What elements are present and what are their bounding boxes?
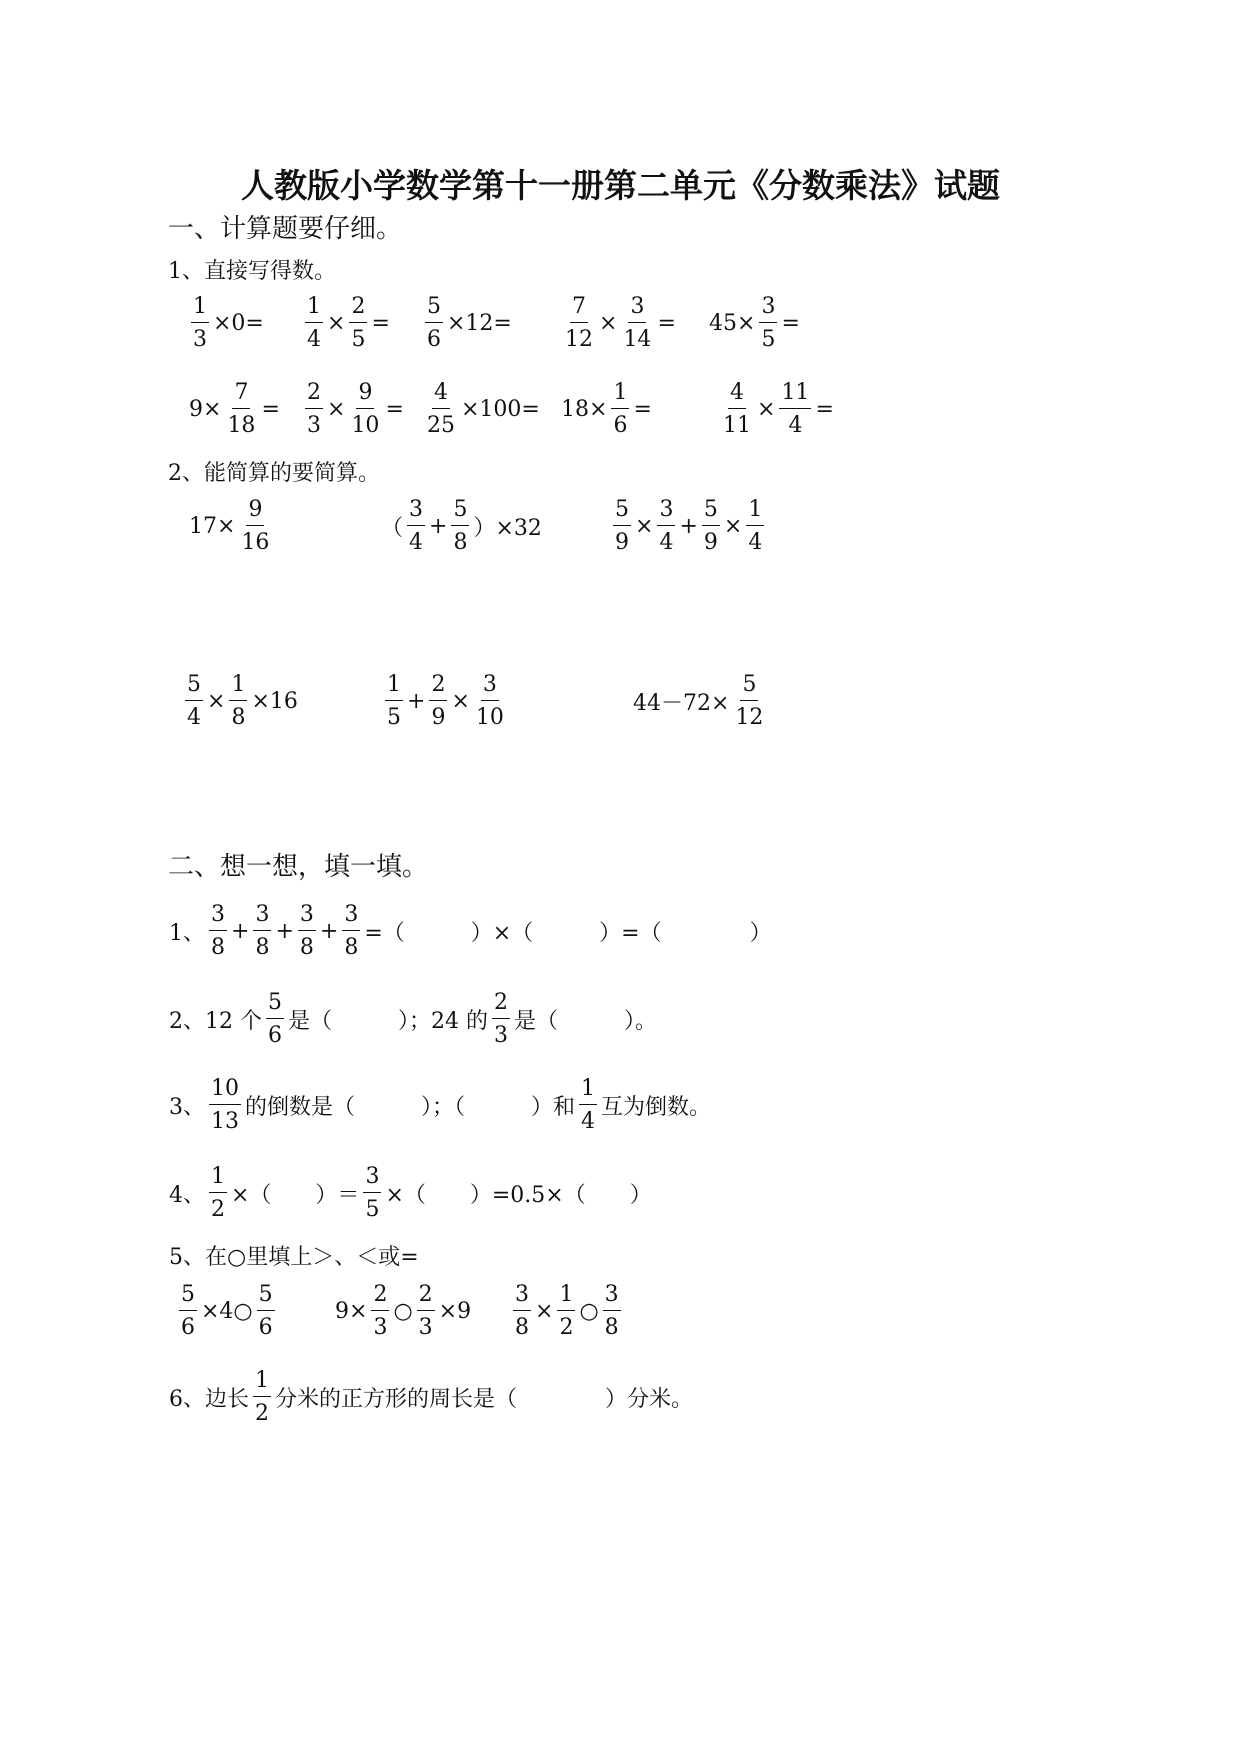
fraction-denominator: 13: [211, 1109, 239, 1134]
fraction: [579, 1078, 597, 1133]
fraction: [613, 499, 631, 554]
fraction: [721, 382, 753, 437]
fraction-denominator: 3: [307, 413, 321, 438]
fraction-numerator: 2: [371, 1284, 389, 1311]
expr-text: ×: [207, 689, 226, 714]
expr-text: +: [275, 919, 294, 944]
expr-text: ×: [599, 311, 618, 336]
expr-text: ）×32: [473, 516, 542, 541]
fill-item-3: [168, 1078, 712, 1133]
fill-item-5: [168, 1240, 420, 1271]
fraction-numerator: 11: [779, 382, 811, 409]
expr-text: =: [657, 311, 676, 336]
expr-text: =: [261, 397, 280, 422]
fraction-denominator: 4: [788, 413, 803, 438]
expr-text: 17×: [189, 514, 236, 539]
fraction: [492, 992, 510, 1047]
fraction: [266, 992, 284, 1047]
expr-text: 6、边长: [169, 1387, 249, 1412]
expr-text: =: [633, 397, 652, 422]
fraction: [513, 1284, 531, 1339]
fraction-denominator: 9: [703, 530, 718, 555]
fraction-denominator: 10: [475, 705, 504, 730]
fraction-denominator: 10: [351, 413, 380, 438]
expr-text: 是（ ）；24 的: [288, 1009, 488, 1034]
fraction: [305, 382, 323, 437]
fill-item-1: [168, 904, 773, 959]
expr-text: 1、: [169, 921, 205, 946]
q2-row1-item-1: [380, 499, 543, 554]
expr-text: =（ ）×（ ）=（ ）: [364, 921, 772, 946]
fraction: [563, 296, 595, 351]
fraction: [425, 296, 443, 351]
q2-row2-item-0: [182, 674, 299, 729]
fraction: [225, 382, 257, 437]
fraction-denominator: 9: [431, 705, 446, 730]
fraction: [209, 1166, 227, 1221]
fraction: [209, 904, 227, 959]
expr-text: 45×: [709, 311, 756, 336]
expr-text: =: [371, 311, 390, 336]
q2-row1-item-0: [188, 499, 274, 554]
fraction: [209, 1078, 241, 1133]
fraction: [185, 674, 203, 729]
fraction-numerator: 5: [266, 992, 284, 1019]
fraction-denominator: 5: [365, 1197, 380, 1222]
fraction-numerator: 5: [425, 296, 443, 323]
fraction-numerator: 4: [728, 382, 746, 409]
fraction-denominator: 4: [307, 327, 321, 352]
fraction-numerator: 3: [363, 1166, 381, 1193]
fraction-denominator: 8: [604, 1315, 619, 1340]
expr-text: +: [407, 689, 426, 714]
fraction: [425, 382, 457, 437]
q1-row1-item-0: [188, 296, 265, 351]
expr-text: 是（ ）。: [514, 1009, 658, 1034]
fraction-numerator: 5: [179, 1284, 197, 1311]
fraction-denominator: 8: [453, 530, 468, 555]
fraction-denominator: 25: [427, 413, 455, 438]
expr-text: ×: [327, 311, 346, 336]
expr-text: ×16: [251, 689, 298, 714]
section2-heading: 二、想一想，填一填。: [168, 852, 429, 882]
fraction: [621, 296, 653, 351]
fraction-numerator: 3: [342, 904, 360, 931]
fraction-denominator: 8: [299, 935, 314, 960]
fraction-numerator: 2: [305, 382, 323, 409]
fraction-numerator: 1: [305, 296, 323, 323]
fraction: [239, 499, 271, 554]
expr-text: ×: [635, 514, 654, 539]
fraction-denominator: 8: [255, 935, 270, 960]
q1-row1-item-3: [560, 296, 677, 351]
expr-text: 44－72×: [633, 691, 730, 716]
fraction-numerator: 3: [513, 1284, 531, 1311]
expr-text: ○: [393, 1299, 413, 1324]
fraction-denominator: 8: [211, 935, 225, 960]
fraction: [759, 296, 777, 351]
fraction-numerator: 3: [253, 904, 271, 931]
fraction-numerator: 3: [298, 904, 316, 931]
fraction-numerator: 1: [557, 1284, 575, 1311]
expr-text: 的倒数是（ ）；（ ）和: [245, 1095, 576, 1120]
fraction: [746, 499, 764, 554]
fraction-denominator: 8: [515, 1315, 529, 1340]
fraction-denominator: 16: [241, 530, 270, 555]
fraction-denominator: 6: [427, 327, 441, 352]
expr-text: 3、: [169, 1095, 205, 1120]
fraction-denominator: 3: [193, 327, 207, 352]
q1-row2-item-4: [718, 382, 835, 437]
compare-item-0: [176, 1284, 278, 1339]
fraction: [349, 382, 381, 437]
fraction-numerator: 5: [451, 499, 469, 526]
fraction-denominator: 2: [255, 1401, 269, 1426]
fraction-denominator: 4: [748, 530, 763, 555]
fraction: [229, 674, 247, 729]
fraction-numerator: 9: [246, 499, 264, 526]
fraction-numerator: 4: [432, 382, 450, 409]
fraction: [298, 904, 316, 959]
fraction-denominator: 2: [211, 1197, 225, 1222]
fraction-numerator: 10: [209, 1078, 241, 1105]
expr-text: +: [429, 514, 448, 539]
fraction-numerator: 1: [579, 1078, 597, 1105]
fraction-denominator: 6: [613, 413, 628, 438]
expr-text: ×12=: [447, 311, 512, 336]
fraction-numerator: 3: [209, 904, 227, 931]
fraction-denominator: 4: [187, 705, 201, 730]
expr-text: （: [381, 516, 404, 541]
fraction-denominator: 12: [735, 705, 764, 730]
fraction: [702, 499, 720, 554]
expr-text: +: [679, 514, 698, 539]
fraction: [733, 674, 765, 729]
page-title: 人教版小学数学第十一册第二单元《分数乘法》试题: [241, 166, 1000, 205]
fraction-numerator: 1: [385, 674, 403, 701]
fraction-numerator: 3: [407, 499, 425, 526]
fill-item-2: [168, 992, 658, 1047]
fraction-numerator: 1: [209, 1166, 227, 1193]
q1-row2-item-3: [560, 382, 653, 437]
fraction-numerator: 5: [740, 674, 758, 701]
expr-text: 分米的正方形的周长是（ ）分米。: [275, 1387, 694, 1412]
q2-label: 2、能简算的要简算。: [168, 461, 380, 486]
fraction: [557, 1284, 575, 1339]
expr-text: +: [319, 919, 339, 944]
fraction-numerator: 1: [191, 296, 209, 323]
fraction-numerator: 2: [349, 296, 367, 323]
expr-text: ×: [535, 1299, 554, 1324]
fraction: [179, 1284, 197, 1339]
expr-text: ×4○: [201, 1299, 253, 1324]
fraction-denominator: 5: [351, 327, 366, 352]
fill-item-4: [168, 1166, 653, 1221]
fraction-numerator: 5: [613, 499, 631, 526]
fraction-numerator: 5: [702, 499, 720, 526]
fraction: [385, 674, 403, 729]
expr-text: ×: [757, 397, 776, 422]
fill-item-6: [168, 1370, 694, 1425]
fraction-denominator: 3: [373, 1315, 388, 1340]
expr-text: 4、: [169, 1183, 205, 1208]
q1-row1-item-2: [422, 296, 513, 351]
expr-text: 互为倒数。: [601, 1095, 712, 1120]
expr-text: =: [385, 397, 404, 422]
fraction-denominator: 6: [181, 1315, 195, 1340]
fraction: [417, 1284, 435, 1339]
fraction-denominator: 6: [258, 1315, 273, 1340]
fraction-numerator: 7: [232, 382, 250, 409]
fraction-numerator: 5: [257, 1284, 275, 1311]
fraction: [305, 296, 323, 351]
fraction: [257, 1284, 275, 1339]
fraction-numerator: 7: [570, 296, 588, 323]
fraction-numerator: 5: [185, 674, 203, 701]
fraction: [657, 499, 675, 554]
q2-row1-item-2: [610, 499, 767, 554]
expr-text: =: [781, 311, 800, 336]
fraction: [371, 1284, 389, 1339]
fraction-numerator: 3: [628, 296, 646, 323]
q1-row2-item-0: [188, 382, 281, 437]
expr-text: 5、在○里填上＞、＜或=: [169, 1245, 419, 1270]
expr-text: 9×: [189, 397, 222, 422]
fraction-denominator: 9: [615, 530, 629, 555]
expr-text: ×100=: [461, 397, 540, 422]
compare-item-1: [334, 1284, 472, 1339]
fraction-denominator: 14: [623, 327, 652, 352]
expr-text: 18×: [561, 397, 608, 422]
fraction: [253, 904, 271, 959]
expr-text: ×9: [438, 1299, 472, 1324]
q1-row1-item-4: [708, 296, 801, 351]
expr-text: ○: [579, 1299, 599, 1324]
fraction: [363, 1166, 381, 1221]
expr-text: 2、12 个: [169, 1009, 262, 1034]
fraction-denominator: 8: [344, 935, 359, 960]
fraction-numerator: 1: [253, 1370, 271, 1397]
q2-row2-item-2: [632, 674, 768, 729]
fraction: [451, 499, 469, 554]
fraction: [191, 296, 209, 351]
fraction-denominator: 4: [659, 530, 674, 555]
fraction-numerator: 1: [746, 499, 764, 526]
q1-row1-item-1: [302, 296, 391, 351]
fraction: [474, 674, 506, 729]
fraction-numerator: 3: [481, 674, 499, 701]
fraction: [779, 382, 811, 437]
fraction-denominator: 4: [581, 1109, 596, 1134]
expr-text: +: [231, 919, 250, 944]
fraction-numerator: 1: [229, 674, 247, 701]
q1-label: 1、直接写得数。: [168, 259, 336, 284]
fraction-numerator: 3: [759, 296, 777, 323]
fraction-numerator: 2: [429, 674, 447, 701]
q1-row2-item-2: [422, 382, 541, 437]
fraction-denominator: 2: [559, 1315, 574, 1340]
expr-text: ×（ ）＝: [231, 1183, 360, 1208]
expr-text: ×: [723, 514, 743, 539]
fraction-denominator: 5: [761, 327, 776, 352]
q1-row2-item-1: [302, 382, 405, 437]
fraction-denominator: 6: [268, 1023, 282, 1048]
fraction-numerator: 2: [492, 992, 510, 1019]
fraction-denominator: 12: [565, 327, 593, 352]
q2-row2-item-1: [382, 674, 509, 729]
fraction: [342, 904, 360, 959]
fraction-denominator: 3: [494, 1023, 508, 1048]
expr-text: ×0=: [213, 311, 264, 336]
fraction-denominator: 8: [231, 705, 246, 730]
fraction: [349, 296, 367, 351]
expr-text: ×（ ）=0.5×（ ）: [385, 1183, 652, 1208]
fraction-denominator: 3: [418, 1315, 433, 1340]
fraction-numerator: 1: [611, 382, 629, 409]
expr-text: =: [815, 397, 834, 422]
section1-heading: 一、计算题要仔细。: [168, 214, 403, 244]
fraction-denominator: 5: [387, 705, 401, 730]
fraction-denominator: 18: [227, 413, 256, 438]
expr-text: ×: [327, 397, 346, 422]
fraction: [407, 499, 425, 554]
fraction: [253, 1370, 271, 1425]
compare-item-2: [510, 1284, 624, 1339]
fraction: [603, 1284, 621, 1339]
fraction-denominator: 11: [723, 413, 751, 438]
expr-text: ×: [451, 689, 470, 714]
fraction-numerator: 3: [603, 1284, 621, 1311]
expr-text: 9×: [335, 1299, 368, 1324]
fraction: [611, 382, 629, 437]
fraction-numerator: 9: [356, 382, 374, 409]
fraction-numerator: 2: [417, 1284, 435, 1311]
fraction-numerator: 3: [657, 499, 675, 526]
fraction: [429, 674, 447, 729]
fraction-denominator: 4: [409, 530, 424, 555]
